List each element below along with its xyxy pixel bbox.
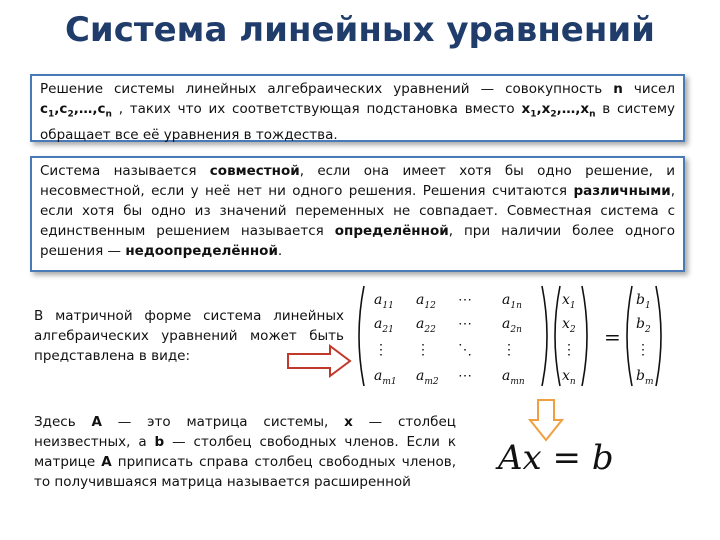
term-determined: определённой [334,223,449,239]
matrix-a-cell: $a_{mn}$ [502,368,525,387]
vector-x-cell: ⋮ [562,342,576,358]
vector-b-cell: $b_2$ [636,316,651,335]
right-arrow-icon [286,344,352,378]
vector-x-cell: $x_1$ [562,292,576,311]
matrix-a-left-paren [359,286,364,386]
vector-x-right-paren [582,286,587,386]
matrix-form-text: В матричной форме система линейных алгебраических уравнений может быть представлена в виде: [34,308,344,364]
matrix-a-cell: ⋮ [374,342,388,358]
vector-b-cell: $b_1$ [636,292,651,311]
term-underdetermined: недоопределённой [125,243,278,259]
matrix-a-cell: $a_{2n}$ [502,316,522,335]
matrix-a-cell: $a_{11}$ [374,292,394,311]
vector-b-right-paren [656,286,661,386]
page-title: Система линейных уравнений [64,10,656,50]
matrix-a-cell: $a_{m2}$ [416,368,439,387]
matrix-a-cell: $a_{12}$ [416,292,436,311]
vector-b-cell: $b_m$ [636,368,654,387]
matrix-a-cell: ⋮ [416,342,430,358]
definition-box-consistency: Система называется совместной, если она имеет хотя бы одно решение, и несовместной, если у неё нет ни одного решения. Решения считаются различными, если хотя бы одно из значений переменных не совпадает. Совместная система с единственным решением называется определённой, при наличии более одного решения — недоопределённой. [30,156,685,272]
term-distinct: различными [573,183,671,199]
matrix-equation [352,282,692,390]
matrix-equation-short: Ax = b [498,438,614,478]
matrix-a-cell: $a_{1n}$ [502,292,522,311]
down-arrow-icon [528,398,564,442]
matrix-a-cell: ⋯ [458,292,472,308]
equals-sign: = [604,325,621,349]
matrix-a-cell: ⋯ [458,368,472,384]
matrix-a-cell: $a_{m1}$ [374,368,397,387]
matrix-a-cell: ⋱ [458,342,472,358]
vector-x-cell: $x_2$ [562,316,576,335]
matrix-a-cell: $a_{22}$ [416,316,436,335]
matrix-a-cell: $a_{21}$ [374,316,394,335]
matrix-a-cell: ⋮ [502,342,516,358]
vector-b-cell: ⋮ [636,342,650,358]
explanation-text: Здесь A — это матрица системы, x — столбец неизвестных, а b — столбец свободных членов. Если к матрице A приписать справа столбец свободных членов, то получившаяся матрица называется расширенной [34,414,456,490]
matrix-a-cell: ⋯ [458,316,472,332]
vector-b-left-paren [627,286,632,386]
vector-x-cell: $x_n$ [562,368,576,387]
term-consistent: совместной [209,163,300,179]
matrix-a-right-paren [542,286,547,386]
definition-box-solution: Решение системы линейных алгебраических уравнений — совокупность n чисел $c_1,c_2,\dots,c_n$ , таких что их соответствующая подстановка вместо $x_1,x_2,\dots,x_n$ в систему обращает все её уравнения в тождества. [30,74,685,142]
vector-x-left-paren [555,286,560,386]
def-term: Решение системы линейных алгебраических уравнений [40,81,470,97]
